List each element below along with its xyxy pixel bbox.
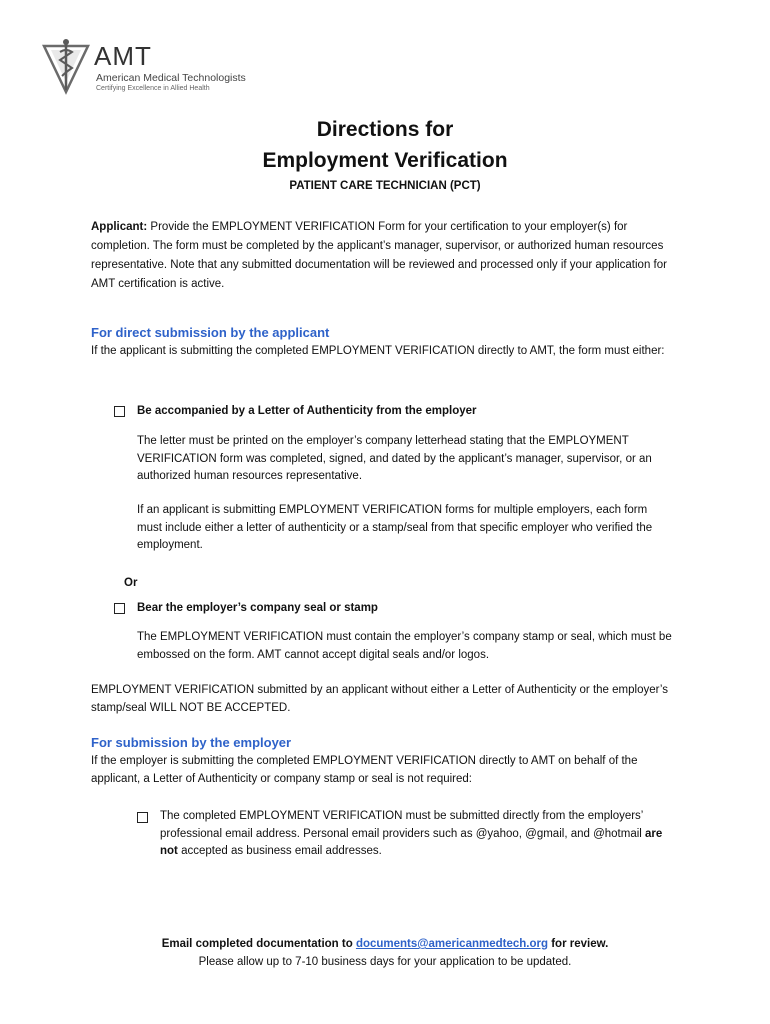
option-letter-paragraph-2: If an applicant is submitting EMPLOYMENT VERIFICATION forms for multiple employers, each form must include either a letter of authenticity or a stamp/seal from that specific employer who verified the employment. xyxy=(137,504,653,551)
checkbox-icon xyxy=(114,603,125,614)
direct-submission-intro: If the applicant is submitting the completed EMPLOYMENT VERIFICATION directly to AMT, the form must either: xyxy=(91,345,665,357)
amt-logo xyxy=(40,38,246,98)
option-letter-paragraph-1: The letter must be printed on the employer’s company letterhead stating that the EMPLOYMENT VERIFICATION form was completed, signed, and dated by the applicant’s manager, supervisor, or an authorized human resources representative. xyxy=(137,435,652,482)
option-seal-paragraph: The EMPLOYMENT VERIFICATION must contain the employer’s company stamp or seal, which must be embossed on the form. AMT cannot accept digital seals and/or logos. xyxy=(137,631,672,661)
page-subtitle: PATIENT CARE TECHNICIAN (PCT) xyxy=(289,180,481,192)
employer-submission-intro: If the employer is submitting the completed EMPLOYMENT VERIFICATION directly to AMT on behalf of the applicant, a Letter of Authenticity or company stamp or seal is not required: xyxy=(91,755,638,785)
footer-processing-note: Please allow up to 7-10 business days for your application to be updated. xyxy=(198,956,572,968)
applicant-paragraph xyxy=(91,218,681,294)
checkbox-icon xyxy=(137,812,148,823)
option-letter-of-authenticity xyxy=(114,405,477,417)
not-accepted-warning: EMPLOYMENT VERIFICATION submitted by an applicant without either a Letter of Authenticity or the employer’s stamp/seal WILL NOT BE ACCEPTED. xyxy=(91,684,668,714)
checkbox-icon xyxy=(114,406,125,417)
option-seal-label: Bear the employer’s company seal or stamp xyxy=(137,602,378,614)
employer-email-text-part-2: accepted as business email addresses. xyxy=(177,845,382,857)
applicant-text: Provide the EMPLOYMENT VERIFICATION Form for your certification to your employer(s) for completion. The form must be completed by the applicant’s manager, supervisor, or authorized human resources representative. Note that any submitted documentation will be reviewed and processed only if your application for AMT certification is active. xyxy=(91,221,667,290)
employer-submission-heading: For submission by the employer xyxy=(91,735,292,750)
employer-email-text xyxy=(160,808,675,861)
documents-email-link[interactable]: documents@americanmedtech.org xyxy=(355,938,549,950)
direct-submission-heading: For direct submission by the applicant xyxy=(91,325,330,340)
logo-mark-text: AMT xyxy=(94,41,152,71)
logo-tagline: Certifying Excellence in Allied Health xyxy=(96,85,210,92)
page-title-line-2: Employment Verification xyxy=(262,149,508,172)
option-letter-label: Be accompanied by a Letter of Authenticity from the employer xyxy=(137,405,477,417)
employer-email-text-part-1: The completed EMPLOYMENT VERIFICATION must be submitted directly from the employers’ professional email address. Personal email providers such as @yahoo, @gmail, and @hotmail xyxy=(160,810,646,840)
employer-email-text-bold: are not xyxy=(160,827,663,857)
page-title-line-1: Directions for xyxy=(316,118,454,141)
or-label: Or xyxy=(124,577,138,589)
caduceus-logo-icon xyxy=(40,38,92,96)
footer-email-suffix: for review. xyxy=(548,938,609,950)
applicant-label: Applicant: xyxy=(91,221,148,233)
option-company-seal xyxy=(114,602,378,614)
employer-email-requirement xyxy=(137,808,677,861)
footer-email-line xyxy=(0,938,770,950)
logo-organization-name: American Medical Technologists xyxy=(96,72,246,84)
footer-email-prefix: Email completed documentation to xyxy=(161,938,356,950)
